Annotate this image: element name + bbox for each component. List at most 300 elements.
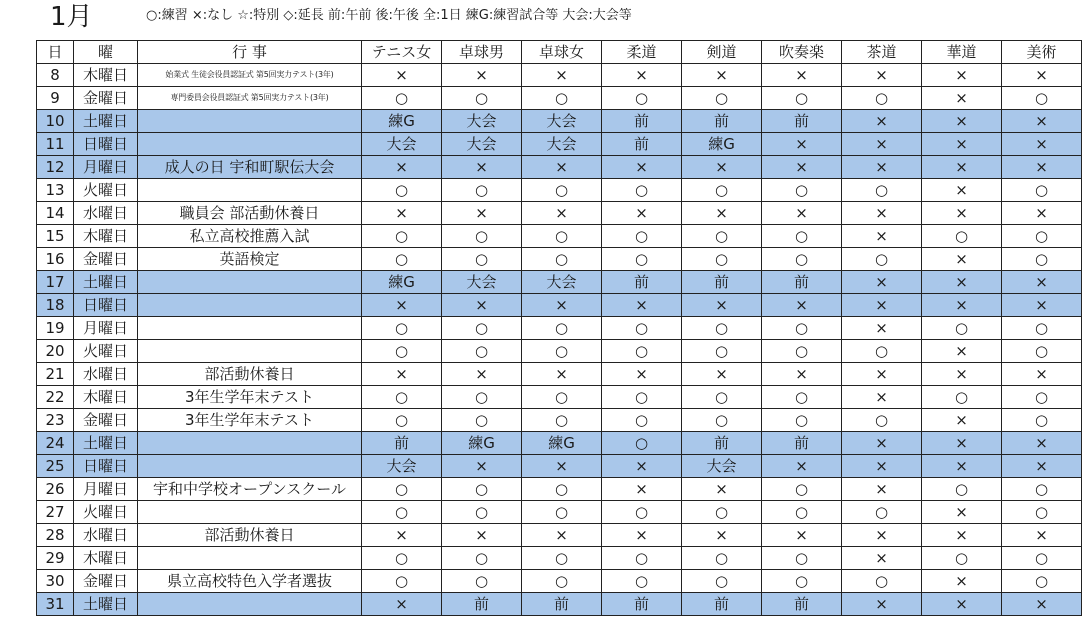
activity-cell: × bbox=[1002, 271, 1082, 294]
activity-cell: 前 bbox=[682, 593, 762, 616]
weekday-cell: 日曜日 bbox=[74, 133, 138, 156]
activity-cell: ○ bbox=[522, 478, 602, 501]
table-row bbox=[37, 340, 1082, 363]
activity-cell: ○ bbox=[442, 547, 522, 570]
activity-cell: ○ bbox=[842, 179, 922, 202]
activity-cell: × bbox=[922, 501, 1002, 524]
weekday-cell: 土曜日 bbox=[74, 271, 138, 294]
activity-cell: × bbox=[762, 202, 842, 225]
day-cell: 26 bbox=[37, 478, 74, 501]
weekday-cell: 月曜日 bbox=[74, 156, 138, 179]
activity-cell: ○ bbox=[362, 547, 442, 570]
activity-cell: ○ bbox=[602, 547, 682, 570]
activity-cell: ○ bbox=[522, 87, 602, 110]
day-cell: 31 bbox=[37, 593, 74, 616]
activity-cell: ○ bbox=[522, 248, 602, 271]
activity-cell: ○ bbox=[602, 386, 682, 409]
activity-cell: 前 bbox=[602, 110, 682, 133]
activity-cell: ○ bbox=[762, 340, 842, 363]
activity-cell: ○ bbox=[522, 179, 602, 202]
day-cell: 11 bbox=[37, 133, 74, 156]
activity-cell: ○ bbox=[362, 225, 442, 248]
activity-cell: × bbox=[922, 570, 1002, 593]
activity-cell: ○ bbox=[362, 478, 442, 501]
activity-cell: 前 bbox=[682, 271, 762, 294]
activity-cell: ○ bbox=[442, 386, 522, 409]
activity-cell: ○ bbox=[442, 501, 522, 524]
activity-cell: × bbox=[682, 363, 762, 386]
table-row bbox=[37, 432, 1082, 455]
activity-cell: × bbox=[922, 133, 1002, 156]
activity-cell: × bbox=[922, 524, 1002, 547]
activity-cell: ○ bbox=[762, 386, 842, 409]
activity-cell: × bbox=[1002, 133, 1082, 156]
activity-cell: × bbox=[602, 64, 682, 87]
activity-cell: ○ bbox=[762, 248, 842, 271]
activity-cell: × bbox=[362, 64, 442, 87]
activity-cell: × bbox=[602, 294, 682, 317]
activity-cell: ○ bbox=[762, 87, 842, 110]
column-header: 華道 bbox=[922, 41, 1002, 64]
activity-cell: ○ bbox=[682, 317, 762, 340]
weekday-cell: 金曜日 bbox=[74, 87, 138, 110]
activity-cell: ○ bbox=[762, 317, 842, 340]
activity-cell: ○ bbox=[362, 409, 442, 432]
day-cell: 23 bbox=[37, 409, 74, 432]
day-cell: 25 bbox=[37, 455, 74, 478]
table-header-row bbox=[37, 41, 1082, 64]
activity-cell: × bbox=[442, 524, 522, 547]
event-cell bbox=[138, 271, 362, 294]
activity-cell: × bbox=[682, 478, 762, 501]
event-cell bbox=[138, 317, 362, 340]
activity-cell: × bbox=[1002, 524, 1082, 547]
activity-cell: ○ bbox=[442, 87, 522, 110]
activity-cell: ○ bbox=[442, 317, 522, 340]
activity-cell: ○ bbox=[602, 225, 682, 248]
activity-cell: 前 bbox=[682, 110, 762, 133]
activity-cell: × bbox=[922, 455, 1002, 478]
activity-cell: ○ bbox=[362, 248, 442, 271]
activity-cell: ○ bbox=[602, 87, 682, 110]
activity-cell: × bbox=[602, 478, 682, 501]
activity-cell: × bbox=[442, 156, 522, 179]
column-header: 剣道 bbox=[682, 41, 762, 64]
activity-cell: ○ bbox=[682, 409, 762, 432]
activity-cell: 練G bbox=[442, 432, 522, 455]
activity-cell: × bbox=[842, 455, 922, 478]
activity-cell: × bbox=[762, 156, 842, 179]
activity-cell: × bbox=[1002, 593, 1082, 616]
activity-cell: ○ bbox=[362, 179, 442, 202]
activity-cell: × bbox=[522, 294, 602, 317]
column-header: 柔道 bbox=[602, 41, 682, 64]
weekday-cell: 日曜日 bbox=[74, 455, 138, 478]
activity-cell: × bbox=[522, 64, 602, 87]
activity-cell: ○ bbox=[362, 87, 442, 110]
day-cell: 17 bbox=[37, 271, 74, 294]
activity-cell: × bbox=[522, 455, 602, 478]
activity-cell: × bbox=[362, 363, 442, 386]
activity-cell: × bbox=[1002, 455, 1082, 478]
activity-cell: ○ bbox=[362, 317, 442, 340]
activity-cell: ○ bbox=[842, 87, 922, 110]
activity-cell: ○ bbox=[1002, 409, 1082, 432]
activity-cell: ○ bbox=[602, 501, 682, 524]
activity-cell: × bbox=[1002, 110, 1082, 133]
activity-cell: ○ bbox=[682, 386, 762, 409]
activity-cell: ○ bbox=[922, 386, 1002, 409]
activity-cell: ○ bbox=[922, 547, 1002, 570]
activity-cell: × bbox=[1002, 363, 1082, 386]
page-header bbox=[0, 0, 1089, 38]
activity-cell: ○ bbox=[442, 570, 522, 593]
activity-cell: ○ bbox=[602, 179, 682, 202]
activity-cell: 前 bbox=[602, 133, 682, 156]
activity-cell: × bbox=[922, 110, 1002, 133]
activity-cell: ○ bbox=[522, 386, 602, 409]
activity-cell: ○ bbox=[442, 179, 522, 202]
day-cell: 24 bbox=[37, 432, 74, 455]
weekday-cell: 火曜日 bbox=[74, 340, 138, 363]
activity-cell: × bbox=[682, 64, 762, 87]
day-cell: 14 bbox=[37, 202, 74, 225]
activity-cell: × bbox=[922, 593, 1002, 616]
event-cell: 始業式 生徒会役員認証式 第5回実力テスト(3年) bbox=[138, 64, 362, 87]
weekday-cell: 金曜日 bbox=[74, 409, 138, 432]
activity-cell: ○ bbox=[522, 570, 602, 593]
activity-cell: ○ bbox=[1002, 225, 1082, 248]
event-cell bbox=[138, 432, 362, 455]
table-row bbox=[37, 386, 1082, 409]
weekday-cell: 金曜日 bbox=[74, 248, 138, 271]
activity-cell: × bbox=[922, 432, 1002, 455]
table-row bbox=[37, 524, 1082, 547]
day-cell: 29 bbox=[37, 547, 74, 570]
activity-cell: ○ bbox=[762, 478, 842, 501]
activity-cell: ○ bbox=[682, 547, 762, 570]
table-row bbox=[37, 501, 1082, 524]
activity-cell: × bbox=[1002, 156, 1082, 179]
weekday-cell: 月曜日 bbox=[74, 317, 138, 340]
activity-cell: × bbox=[842, 547, 922, 570]
activity-cell: × bbox=[682, 524, 762, 547]
activity-cell: ○ bbox=[522, 501, 602, 524]
activity-cell: × bbox=[682, 156, 762, 179]
day-cell: 8 bbox=[37, 64, 74, 87]
day-cell: 21 bbox=[37, 363, 74, 386]
activity-cell: ○ bbox=[602, 340, 682, 363]
table-row bbox=[37, 225, 1082, 248]
activity-cell: ○ bbox=[1002, 340, 1082, 363]
activity-cell: ○ bbox=[1002, 179, 1082, 202]
activity-cell: ○ bbox=[762, 409, 842, 432]
activity-cell: ○ bbox=[1002, 87, 1082, 110]
activity-cell: × bbox=[922, 87, 1002, 110]
activity-cell: ○ bbox=[602, 432, 682, 455]
activity-cell: 前 bbox=[602, 271, 682, 294]
activity-cell: ○ bbox=[762, 225, 842, 248]
event-cell: 部活動休養日 bbox=[138, 524, 362, 547]
activity-cell: × bbox=[442, 363, 522, 386]
activity-cell: 大会 bbox=[522, 133, 602, 156]
day-cell: 18 bbox=[37, 294, 74, 317]
day-cell: 30 bbox=[37, 570, 74, 593]
activity-cell: ○ bbox=[922, 478, 1002, 501]
weekday-cell: 木曜日 bbox=[74, 64, 138, 87]
activity-cell: 大会 bbox=[362, 455, 442, 478]
activity-cell: × bbox=[362, 202, 442, 225]
weekday-cell: 水曜日 bbox=[74, 524, 138, 547]
activity-cell: ○ bbox=[362, 501, 442, 524]
activity-cell: 練G bbox=[362, 271, 442, 294]
activity-cell: 練G bbox=[522, 432, 602, 455]
activity-cell: ○ bbox=[442, 409, 522, 432]
table-row bbox=[37, 317, 1082, 340]
day-cell: 27 bbox=[37, 501, 74, 524]
day-cell: 16 bbox=[37, 248, 74, 271]
activity-cell: 大会 bbox=[442, 110, 522, 133]
event-cell: 3年生学年末テスト bbox=[138, 386, 362, 409]
activity-cell: × bbox=[922, 156, 1002, 179]
activity-cell: 練G bbox=[362, 110, 442, 133]
activity-cell: × bbox=[362, 524, 442, 547]
event-cell bbox=[138, 133, 362, 156]
activity-cell: ○ bbox=[362, 570, 442, 593]
activity-cell: ○ bbox=[362, 386, 442, 409]
activity-cell: × bbox=[762, 64, 842, 87]
activity-cell: × bbox=[842, 386, 922, 409]
column-header: 茶道 bbox=[842, 41, 922, 64]
activity-cell: 前 bbox=[762, 271, 842, 294]
activity-cell: × bbox=[1002, 432, 1082, 455]
activity-cell: ○ bbox=[442, 340, 522, 363]
activity-cell: × bbox=[362, 294, 442, 317]
table-row bbox=[37, 133, 1082, 156]
activity-cell: ○ bbox=[1002, 570, 1082, 593]
activity-cell: × bbox=[362, 593, 442, 616]
activity-cell: × bbox=[922, 64, 1002, 87]
activity-cell: ○ bbox=[682, 225, 762, 248]
event-cell: 3年生学年末テスト bbox=[138, 409, 362, 432]
activity-cell: ○ bbox=[602, 570, 682, 593]
event-cell bbox=[138, 110, 362, 133]
activity-cell: × bbox=[922, 271, 1002, 294]
day-cell: 19 bbox=[37, 317, 74, 340]
event-cell bbox=[138, 593, 362, 616]
activity-cell: × bbox=[922, 340, 1002, 363]
weekday-cell: 木曜日 bbox=[74, 547, 138, 570]
activity-cell: ○ bbox=[762, 501, 842, 524]
event-cell: 宇和中学校オープンスクール bbox=[138, 478, 362, 501]
weekday-cell: 土曜日 bbox=[74, 110, 138, 133]
activity-cell: ○ bbox=[682, 248, 762, 271]
activity-cell: × bbox=[362, 156, 442, 179]
activity-cell: × bbox=[842, 202, 922, 225]
activity-cell: × bbox=[842, 317, 922, 340]
activity-cell: × bbox=[922, 248, 1002, 271]
activity-cell: ○ bbox=[842, 409, 922, 432]
activity-cell: ○ bbox=[522, 547, 602, 570]
table-row bbox=[37, 593, 1082, 616]
activity-cell: 大会 bbox=[522, 110, 602, 133]
activity-cell: × bbox=[842, 110, 922, 133]
event-cell: 県立高校特色入学者選抜 bbox=[138, 570, 362, 593]
activity-cell: 大会 bbox=[442, 133, 522, 156]
table-row bbox=[37, 547, 1082, 570]
month-title: 1月 bbox=[50, 2, 93, 32]
event-cell bbox=[138, 455, 362, 478]
activity-cell: 前 bbox=[442, 593, 522, 616]
activity-cell: × bbox=[602, 524, 682, 547]
activity-cell: 前 bbox=[362, 432, 442, 455]
column-header: 卓球男 bbox=[442, 41, 522, 64]
activity-cell: ○ bbox=[842, 340, 922, 363]
activity-cell: × bbox=[602, 455, 682, 478]
activity-cell: × bbox=[682, 294, 762, 317]
activity-cell: × bbox=[762, 363, 842, 386]
activity-cell: ○ bbox=[682, 501, 762, 524]
activity-cell: × bbox=[922, 202, 1002, 225]
activity-cell: ○ bbox=[442, 248, 522, 271]
activity-cell: × bbox=[1002, 294, 1082, 317]
activity-cell: × bbox=[842, 294, 922, 317]
activity-cell: ○ bbox=[602, 248, 682, 271]
day-cell: 22 bbox=[37, 386, 74, 409]
day-cell: 20 bbox=[37, 340, 74, 363]
weekday-cell: 土曜日 bbox=[74, 432, 138, 455]
day-cell: 12 bbox=[37, 156, 74, 179]
activity-cell: ○ bbox=[442, 478, 522, 501]
day-cell: 15 bbox=[37, 225, 74, 248]
activity-cell: × bbox=[1002, 64, 1082, 87]
activity-cell: 大会 bbox=[362, 133, 442, 156]
activity-cell: × bbox=[842, 225, 922, 248]
activity-cell: ○ bbox=[762, 547, 842, 570]
day-cell: 10 bbox=[37, 110, 74, 133]
table-row bbox=[37, 202, 1082, 225]
activity-cell: ○ bbox=[842, 248, 922, 271]
activity-cell: ○ bbox=[362, 340, 442, 363]
activity-cell: ○ bbox=[762, 570, 842, 593]
day-cell: 28 bbox=[37, 524, 74, 547]
activity-cell: × bbox=[922, 363, 1002, 386]
weekday-cell: 土曜日 bbox=[74, 593, 138, 616]
table-row bbox=[37, 409, 1082, 432]
activity-cell: 前 bbox=[682, 432, 762, 455]
activity-cell: ○ bbox=[602, 317, 682, 340]
activity-cell: ○ bbox=[1002, 501, 1082, 524]
activity-cell: × bbox=[522, 363, 602, 386]
activity-cell: ○ bbox=[1002, 248, 1082, 271]
activity-cell: 前 bbox=[602, 593, 682, 616]
weekday-cell: 月曜日 bbox=[74, 478, 138, 501]
activity-cell: ○ bbox=[762, 179, 842, 202]
activity-cell: × bbox=[762, 455, 842, 478]
activity-cell: × bbox=[442, 294, 522, 317]
table-row bbox=[37, 294, 1082, 317]
activity-cell: × bbox=[522, 202, 602, 225]
table-row bbox=[37, 248, 1082, 271]
table-row bbox=[37, 110, 1082, 133]
activity-cell: ○ bbox=[602, 409, 682, 432]
activity-cell: ○ bbox=[682, 87, 762, 110]
activity-cell: × bbox=[602, 156, 682, 179]
event-cell bbox=[138, 547, 362, 570]
event-cell bbox=[138, 340, 362, 363]
day-cell: 9 bbox=[37, 87, 74, 110]
activity-cell: × bbox=[682, 202, 762, 225]
activity-cell: × bbox=[842, 64, 922, 87]
event-cell: 部活動休養日 bbox=[138, 363, 362, 386]
activity-cell: ○ bbox=[842, 570, 922, 593]
table-row bbox=[37, 87, 1082, 110]
activity-cell: ○ bbox=[682, 340, 762, 363]
activity-cell: × bbox=[602, 363, 682, 386]
table-body bbox=[37, 64, 1082, 616]
activity-cell: 前 bbox=[522, 593, 602, 616]
activity-cell: × bbox=[442, 202, 522, 225]
activity-cell: ○ bbox=[922, 225, 1002, 248]
activity-cell: × bbox=[522, 524, 602, 547]
column-header: 美術 bbox=[1002, 41, 1082, 64]
activity-cell: 大会 bbox=[682, 455, 762, 478]
table-row bbox=[37, 271, 1082, 294]
activity-cell: × bbox=[842, 271, 922, 294]
event-cell: 私立高校推薦入試 bbox=[138, 225, 362, 248]
activity-cell: × bbox=[842, 432, 922, 455]
weekday-cell: 火曜日 bbox=[74, 179, 138, 202]
column-header: 行 事 bbox=[138, 41, 362, 64]
event-cell: 成人の日 宇和町駅伝大会 bbox=[138, 156, 362, 179]
table-row bbox=[37, 64, 1082, 87]
column-header: 吹奏楽 bbox=[762, 41, 842, 64]
weekday-cell: 木曜日 bbox=[74, 225, 138, 248]
activity-cell: × bbox=[922, 294, 1002, 317]
activity-cell: 大会 bbox=[522, 271, 602, 294]
activity-cell: × bbox=[1002, 202, 1082, 225]
table-row bbox=[37, 478, 1082, 501]
activity-cell: ○ bbox=[442, 225, 522, 248]
table-row bbox=[37, 363, 1082, 386]
activity-cell: ○ bbox=[522, 317, 602, 340]
table-row bbox=[37, 156, 1082, 179]
activity-cell: × bbox=[762, 133, 842, 156]
event-cell bbox=[138, 294, 362, 317]
activity-cell: × bbox=[442, 64, 522, 87]
event-cell: 専門委員会役員認証式 第5回実力テスト(3年) bbox=[138, 87, 362, 110]
activity-cell: × bbox=[602, 202, 682, 225]
activity-cell: 練G bbox=[682, 133, 762, 156]
day-cell: 13 bbox=[37, 179, 74, 202]
weekday-cell: 金曜日 bbox=[74, 570, 138, 593]
weekday-cell: 水曜日 bbox=[74, 363, 138, 386]
table-row bbox=[37, 179, 1082, 202]
event-cell bbox=[138, 179, 362, 202]
column-header: 曜 bbox=[74, 41, 138, 64]
club-schedule-table bbox=[36, 40, 1082, 616]
weekday-cell: 木曜日 bbox=[74, 386, 138, 409]
activity-cell: × bbox=[522, 156, 602, 179]
activity-cell: ○ bbox=[682, 570, 762, 593]
activity-cell: 大会 bbox=[442, 271, 522, 294]
activity-cell: ○ bbox=[1002, 478, 1082, 501]
table-row bbox=[37, 455, 1082, 478]
activity-cell: × bbox=[842, 363, 922, 386]
activity-cell: × bbox=[922, 409, 1002, 432]
weekday-cell: 日曜日 bbox=[74, 294, 138, 317]
weekday-cell: 水曜日 bbox=[74, 202, 138, 225]
